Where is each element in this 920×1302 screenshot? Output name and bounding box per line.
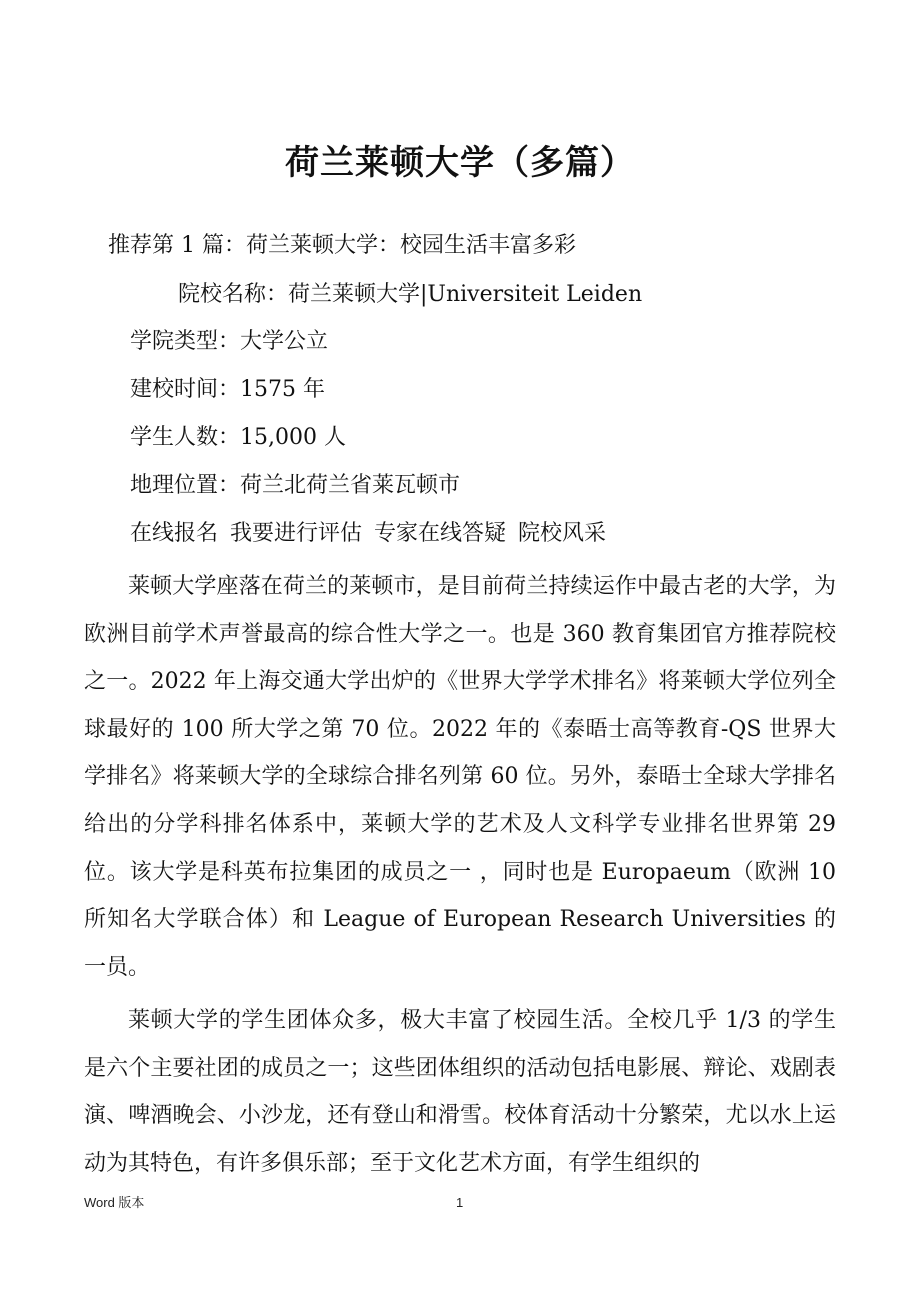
location-line: 地理位置：荷兰北荷兰省莱瓦顿市 — [130, 473, 461, 498]
recommend-heading: 推荐第 1 篇：荷兰莱顿大学：校园生活丰富多彩 — [108, 233, 576, 258]
students-line: 学生人数：15,000 人 — [130, 425, 346, 450]
action-links — [130, 519, 606, 549]
intro-paragraph: 莱顿大学座落在荷兰的莱顿市，是目前荷兰持续运作中最古老的大学，为欧洲目前学术声誉最高的综合性大学之一。也是 360 教育集团官方推荐院校之一。2022 年上海交通大学出炉的《世界大学学术排名》将莱顿大学位列全球最好的 100 所大学之第 70 位。2022 年的《泰晤士高等教育-QS 世界大学排名》将莱顿大学的全球综合排名列第 60 位。另外，泰晤士全球大学排名给出的分学科排名体系中，莱顿大学的艺术及人文科学专业排名世界第 29 位。该大学是科英布拉集团的成员之一 ，同时也是 Europaeum（欧洲 10 所知名大学联合体）和 League of European Research Universities 的一员。 — [84, 574, 836, 980]
online-apply-link[interactable]: 在线报名 — [130, 521, 219, 546]
founded-line: 建校时间：1575 年 — [130, 377, 325, 402]
campus-life-paragraph: 莱顿大学的学生团体众多，极大丰富了校园生活。全校几乎 1/3 的学生是六个主要社团的成员之一；这些团体组织的活动包括电影展、辩论、戏剧表演、啤酒晚会、小沙龙，还有登山和滑雪。校体育活动十分繁荣，尤以水上运动为其特色，有许多俱乐部；至于文化艺术方面，有学生组织的 — [84, 1008, 836, 1176]
assessment-link[interactable]: 我要进行评估 — [230, 521, 363, 546]
school-name-line: 院校名称：荷兰莱顿大学|Universiteit Leiden — [178, 282, 643, 307]
page-title: 荷兰莱顿大学（多篇） — [285, 143, 635, 183]
footer-version-label: Word 版本 — [84, 1195, 145, 1210]
school-gallery-link[interactable]: 院校风采 — [518, 521, 607, 546]
expert-qa-link[interactable]: 专家在线答疑 — [374, 521, 507, 546]
school-type-line: 学院类型：大学公立 — [130, 329, 329, 354]
footer-page-number: 1 — [456, 1195, 464, 1210]
